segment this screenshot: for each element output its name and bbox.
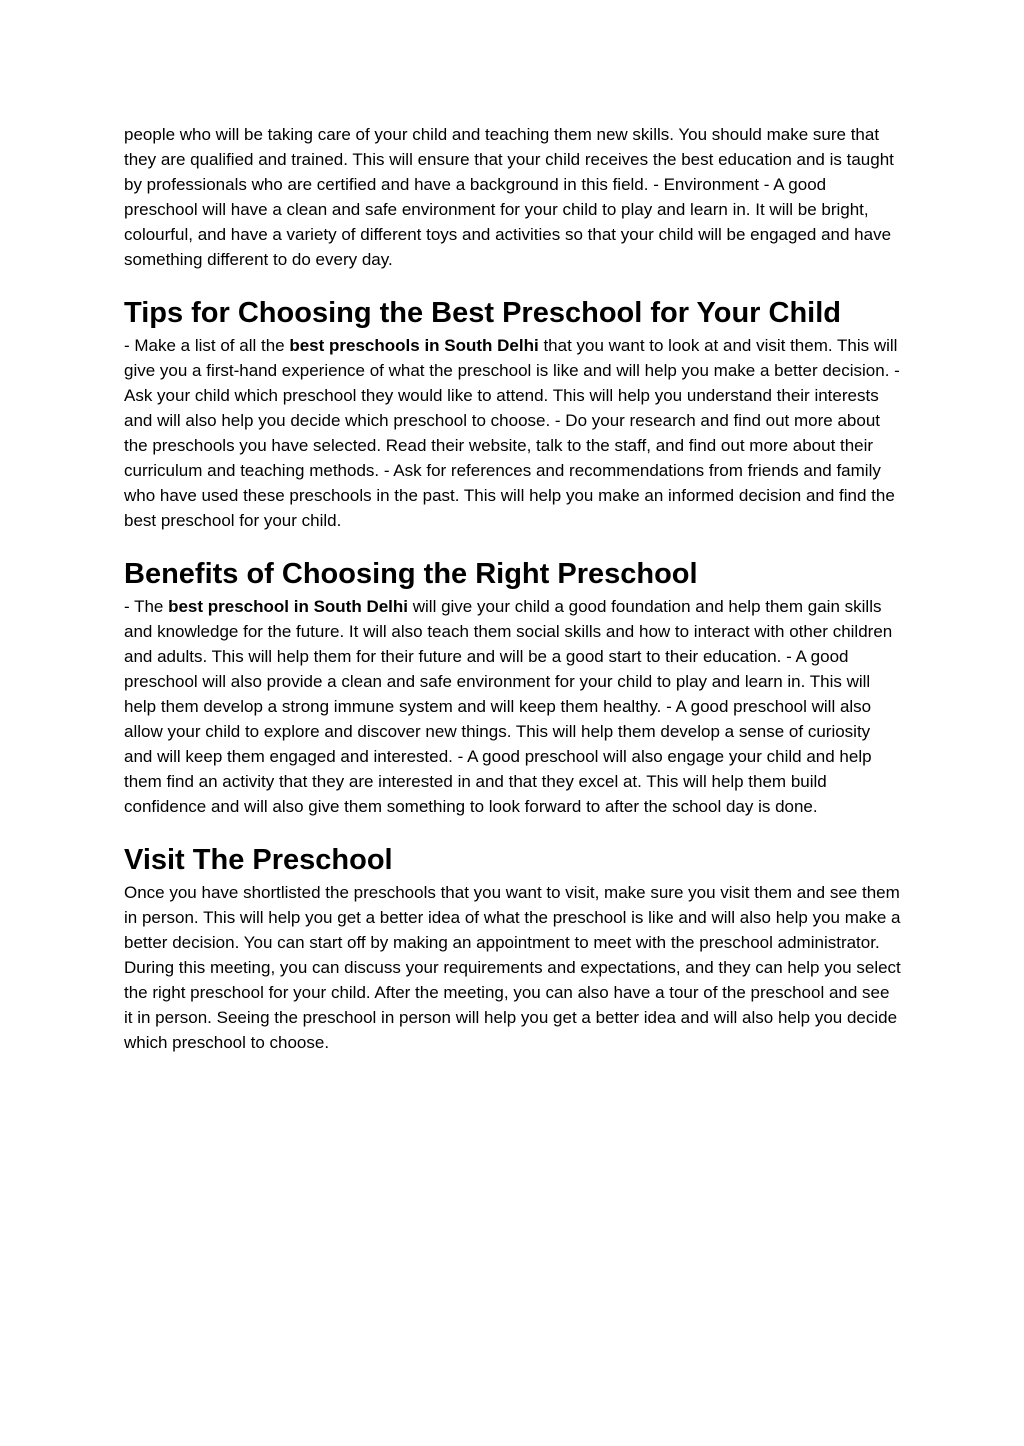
tips-paragraph <box>124 333 902 533</box>
tips-heading: Tips for Choosing the Best Preschool for Your Child <box>124 297 841 329</box>
tips-section <box>124 296 902 533</box>
benefits-heading: Benefits of Choosing the Right Preschool <box>124 558 698 590</box>
visit-paragraph: Once you have shortlisted the preschools that you want to visit, make sure you visit them and see them in person. This will help you get a better idea of what the preschool is like and will also help you make a better decision. You can start off by making an appointment to meet with the preschool administrator. During this meeting, you can discuss your requirements and expectations, and they can help you select the right preschool for your child. After the meeting, you can also have a tour of the preschool and see it in person. Seeing the preschool in person will help you get a better idea and will also help you decide which preschool to choose. <box>124 883 901 1052</box>
tips-text-start: - Make a list of all the <box>124 336 290 355</box>
visit-heading: Visit The Preschool <box>124 844 393 876</box>
benefits-text-start: - The <box>124 597 169 616</box>
benefits-text-rest: will give your child a good foundation and help them gain skills and knowledge for the future. It will also teach them social skills and how to interact with other children and adults. This will help them for their future and will be a good start to their education. - A good preschool will also provide a clean and safe environment for your child to play and learn in. This will help them develop a strong immune system and will keep them healthy. - A good preschool will also allow your child to explore and discover new things. This will help them develop a sense of curiosity and will keep them engaged and interested. - A good preschool will also engage your child and help them find an activity that they are interested in and that they excel at. This will help them build confidence and will also give them something to look forward to after the school day is done. <box>124 597 893 816</box>
tips-keyword: best preschools in South Delhi <box>289 336 539 355</box>
benefits-paragraph <box>124 594 902 819</box>
visit-section <box>124 843 902 1055</box>
benefits-keyword: best preschool in South Delhi <box>168 597 409 616</box>
benefits-section <box>124 557 902 819</box>
intro-paragraph: people who will be taking care of your child and teaching them new skills. You should make sure that they are qualified and trained. This will ensure that your child receives the best education and is taught by professionals who are certified and have a background in this field. - Environment - A good preschool will have a clean and safe environment for your child to play and learn in. It will be bright, colourful, and have a variety of different toys and activities so that your child will be engaged and have something different to do every day. <box>124 125 894 269</box>
document-page <box>124 122 902 1055</box>
tips-text-rest: that you want to look at and visit them. This will give you a first-hand experience of what the preschool is like and will help you make a better decision. - Ask your child which preschool they would like to attend. This will help you understand their interests and will also help you decide which preschool to choose. - Do your research and find out more about the preschools you have selected. Read their website, talk to the staff, and find out more about their curriculum and teaching methods. - Ask for references and recommendations from friends and family who have used these preschools in the past. This will help you make an informed decision and find the best preschool for your child. <box>124 336 900 530</box>
